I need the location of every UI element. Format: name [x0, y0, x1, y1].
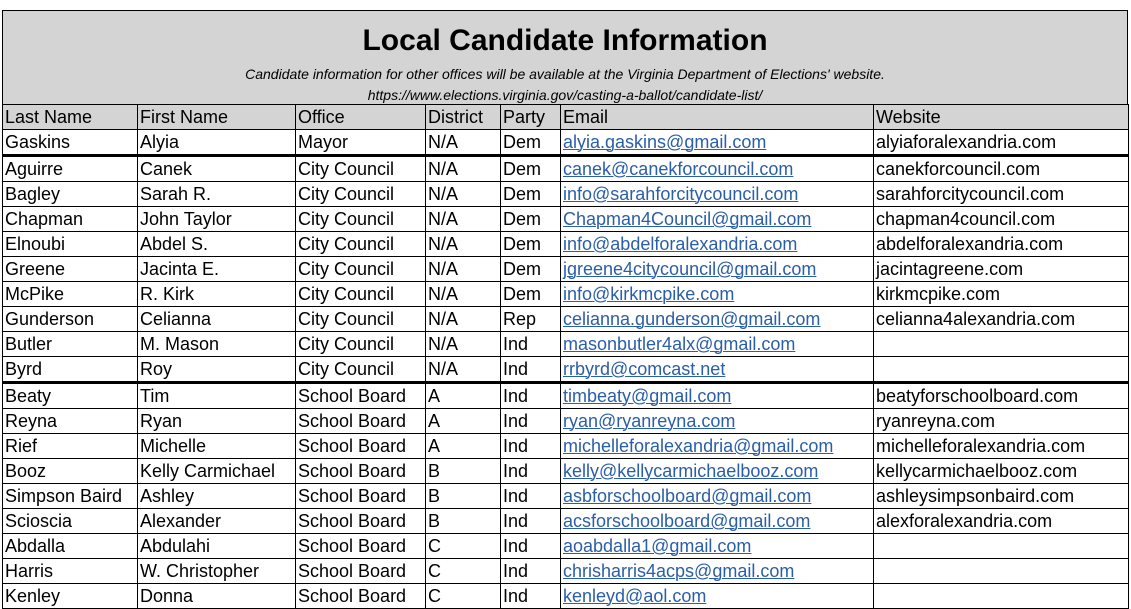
office-cell: City Council — [296, 332, 426, 357]
website-cell: alexforalexandria.com — [874, 509, 1129, 534]
office-cell: City Council — [296, 307, 426, 332]
party-cell: Ind — [501, 459, 561, 484]
table-row — [3, 156, 1129, 182]
first-name-cell: Michelle — [138, 434, 296, 459]
table-header-row — [3, 105, 1129, 130]
page-title: Local Candidate Information — [362, 24, 768, 57]
party-cell: Ind — [501, 383, 561, 409]
table-row — [3, 232, 1129, 257]
office-cell: City Council — [296, 232, 426, 257]
website-cell: jacintagreene.com — [874, 257, 1129, 282]
district-cell: B — [426, 509, 501, 534]
district-cell: C — [426, 584, 501, 609]
table-row — [3, 559, 1129, 584]
email-link[interactable]: rrbyrd@comcast.net — [561, 357, 874, 383]
email-link[interactable]: alyia.gaskins@gmail.com — [561, 130, 874, 156]
office-cell: School Board — [296, 459, 426, 484]
party-cell: Dem — [501, 156, 561, 182]
district-cell: N/A — [426, 232, 501, 257]
party-cell: Ind — [501, 357, 561, 383]
email-link[interactable]: asbforschoolboard@gmail.com — [561, 484, 874, 509]
district-cell: N/A — [426, 357, 501, 383]
party-cell: Ind — [501, 584, 561, 609]
email-link[interactable]: aoabdalla1@gmail.com — [561, 534, 874, 559]
party-cell: Ind — [501, 484, 561, 509]
district-cell: N/A — [426, 257, 501, 282]
email-link[interactable]: kenleyd@aol.com — [561, 584, 874, 609]
district-cell: C — [426, 534, 501, 559]
table-row — [3, 182, 1129, 207]
office-cell: School Board — [296, 534, 426, 559]
website-cell: kirkmcpike.com — [874, 282, 1129, 307]
district-cell: B — [426, 484, 501, 509]
website-cell: beatyforschoolboard.com — [874, 383, 1129, 409]
website-cell: sarahforcitycouncil.com — [874, 182, 1129, 207]
email-link[interactable]: info@abdelforalexandria.com — [561, 232, 874, 257]
first-name-cell: Sarah R. — [138, 182, 296, 207]
table-row — [3, 509, 1129, 534]
website-cell — [874, 584, 1129, 609]
district-cell: N/A — [426, 130, 501, 156]
first-name-cell: Jacinta E. — [138, 257, 296, 282]
office-cell: School Board — [296, 559, 426, 584]
column-header-district: District — [426, 105, 501, 130]
first-name-cell: Canek — [138, 156, 296, 182]
website-cell: chapman4council.com — [874, 207, 1129, 232]
website-cell: alyiaforalexandria.com — [874, 130, 1129, 156]
website-cell: ryanreyna.com — [874, 409, 1129, 434]
email-link[interactable]: chrisharris4acps@gmail.com — [561, 559, 874, 584]
office-cell: School Board — [296, 409, 426, 434]
column-header-first-name: First Name — [138, 105, 296, 130]
website-cell: canekforcouncil.com — [874, 156, 1129, 182]
last-name-cell: Harris — [3, 559, 138, 584]
last-name-cell: Aguirre — [3, 156, 138, 182]
table-row — [3, 257, 1129, 282]
candidate-table — [2, 104, 1129, 609]
party-cell: Ind — [501, 509, 561, 534]
first-name-cell: Celianna — [138, 307, 296, 332]
website-cell — [874, 559, 1129, 584]
last-name-cell: Simpson Baird — [3, 484, 138, 509]
email-link[interactable]: info@sarahforcitycouncil.com — [561, 182, 874, 207]
table-row — [3, 459, 1129, 484]
last-name-cell: Beaty — [3, 383, 138, 409]
office-cell: Mayor — [296, 130, 426, 156]
first-name-cell: Donna — [138, 584, 296, 609]
website-cell: ashleysimpsonbaird.com — [874, 484, 1129, 509]
first-name-cell: Tim — [138, 383, 296, 409]
column-header-email: Email — [561, 105, 874, 130]
district-cell: A — [426, 383, 501, 409]
district-cell: N/A — [426, 332, 501, 357]
office-cell: School Board — [296, 484, 426, 509]
last-name-cell: Kenley — [3, 584, 138, 609]
party-cell: Ind — [501, 332, 561, 357]
email-link[interactable]: timbeaty@gmail.com — [561, 383, 874, 409]
email-link[interactable]: kelly@kellycarmichaelbooz.com — [561, 459, 874, 484]
district-cell: N/A — [426, 282, 501, 307]
header-url: https://www.elections.virginia.gov/casting-a-ballot/candidate-list/ — [367, 87, 763, 103]
last-name-cell: Bagley — [3, 182, 138, 207]
website-cell — [874, 357, 1129, 383]
website-cell: celianna4alexandria.com — [874, 307, 1129, 332]
website-cell: abdelforalexandria.com — [874, 232, 1129, 257]
office-cell: School Board — [296, 509, 426, 534]
last-name-cell: McPike — [3, 282, 138, 307]
table-row — [3, 332, 1129, 357]
website-cell: michelleforalexandria.com — [874, 434, 1129, 459]
first-name-cell: Ashley — [138, 484, 296, 509]
table-row — [3, 409, 1129, 434]
last-name-cell: Gaskins — [3, 130, 138, 156]
party-cell: Ind — [501, 409, 561, 434]
email-link[interactable]: ryan@ryanreyna.com — [561, 409, 874, 434]
first-name-cell: Kelly Carmichael — [138, 459, 296, 484]
email-link[interactable]: info@kirkmcpike.com — [561, 282, 874, 307]
sheet-header — [2, 10, 1128, 104]
column-header-office: Office — [296, 105, 426, 130]
office-cell: City Council — [296, 282, 426, 307]
table-row — [3, 584, 1129, 609]
first-name-cell: John Taylor — [138, 207, 296, 232]
district-cell: N/A — [426, 156, 501, 182]
office-cell: School Board — [296, 434, 426, 459]
email-link[interactable]: masonbutler4alx@gmail.com — [561, 332, 874, 357]
website-cell — [874, 332, 1129, 357]
email-link[interactable]: Chapman4Council@gmail.com — [561, 207, 874, 232]
party-cell: Dem — [501, 282, 561, 307]
email-link[interactable]: acsforschoolboard@gmail.com — [561, 509, 874, 534]
last-name-cell: Elnoubi — [3, 232, 138, 257]
district-cell: B — [426, 459, 501, 484]
last-name-cell: Booz — [3, 459, 138, 484]
email-link[interactable]: jgreene4citycouncil@gmail.com — [561, 257, 874, 282]
column-header-website: Website — [874, 105, 1129, 130]
district-cell: N/A — [426, 207, 501, 232]
party-cell: Rep — [501, 307, 561, 332]
last-name-cell: Gunderson — [3, 307, 138, 332]
office-cell: City Council — [296, 182, 426, 207]
office-cell: School Board — [296, 383, 426, 409]
table-row — [3, 383, 1129, 409]
last-name-cell: Abdalla — [3, 534, 138, 559]
party-cell: Ind — [501, 559, 561, 584]
last-name-cell: Scioscia — [3, 509, 138, 534]
first-name-cell: Abdulahi — [138, 534, 296, 559]
party-cell: Dem — [501, 182, 561, 207]
table-row — [3, 357, 1129, 383]
website-cell: kellycarmichaelbooz.com — [874, 459, 1129, 484]
table-row — [3, 130, 1129, 156]
last-name-cell: Byrd — [3, 357, 138, 383]
office-cell: School Board — [296, 584, 426, 609]
party-cell: Dem — [501, 232, 561, 257]
last-name-cell: Greene — [3, 257, 138, 282]
office-cell: City Council — [296, 207, 426, 232]
first-name-cell: Abdel S. — [138, 232, 296, 257]
website-cell — [874, 534, 1129, 559]
first-name-cell: R. Kirk — [138, 282, 296, 307]
table-row — [3, 534, 1129, 559]
email-link[interactable]: michelleforalexandria@gmail.com — [561, 434, 874, 459]
district-cell: C — [426, 559, 501, 584]
table-row — [3, 307, 1129, 332]
office-cell: City Council — [296, 357, 426, 383]
party-cell: Dem — [501, 207, 561, 232]
party-cell: Ind — [501, 434, 561, 459]
email-link[interactable]: canek@canekforcouncil.com — [561, 156, 874, 182]
table-row — [3, 484, 1129, 509]
party-cell: Dem — [501, 130, 561, 156]
last-name-cell: Butler — [3, 332, 138, 357]
last-name-cell: Reyna — [3, 409, 138, 434]
table-row — [3, 282, 1129, 307]
header-note: Candidate information for other offices will be available at the Virginia Department of Elections' website. — [245, 66, 885, 82]
office-cell: City Council — [296, 257, 426, 282]
candidate-sheet — [2, 10, 1128, 609]
party-cell: Ind — [501, 534, 561, 559]
office-cell: City Council — [296, 156, 426, 182]
first-name-cell: M. Mason — [138, 332, 296, 357]
district-cell: A — [426, 434, 501, 459]
first-name-cell: Roy — [138, 357, 296, 383]
last-name-cell: Chapman — [3, 207, 138, 232]
table-row — [3, 207, 1129, 232]
first-name-cell: Ryan — [138, 409, 296, 434]
first-name-cell: Alyia — [138, 130, 296, 156]
table-row — [3, 434, 1129, 459]
column-header-party: Party — [501, 105, 561, 130]
district-cell: N/A — [426, 307, 501, 332]
first-name-cell: Alexander — [138, 509, 296, 534]
district-cell: N/A — [426, 182, 501, 207]
district-cell: A — [426, 409, 501, 434]
party-cell: Dem — [501, 257, 561, 282]
email-link[interactable]: celianna.gunderson@gmail.com — [561, 307, 874, 332]
first-name-cell: W. Christopher — [138, 559, 296, 584]
last-name-cell: Rief — [3, 434, 138, 459]
column-header-last-name: Last Name — [3, 105, 138, 130]
